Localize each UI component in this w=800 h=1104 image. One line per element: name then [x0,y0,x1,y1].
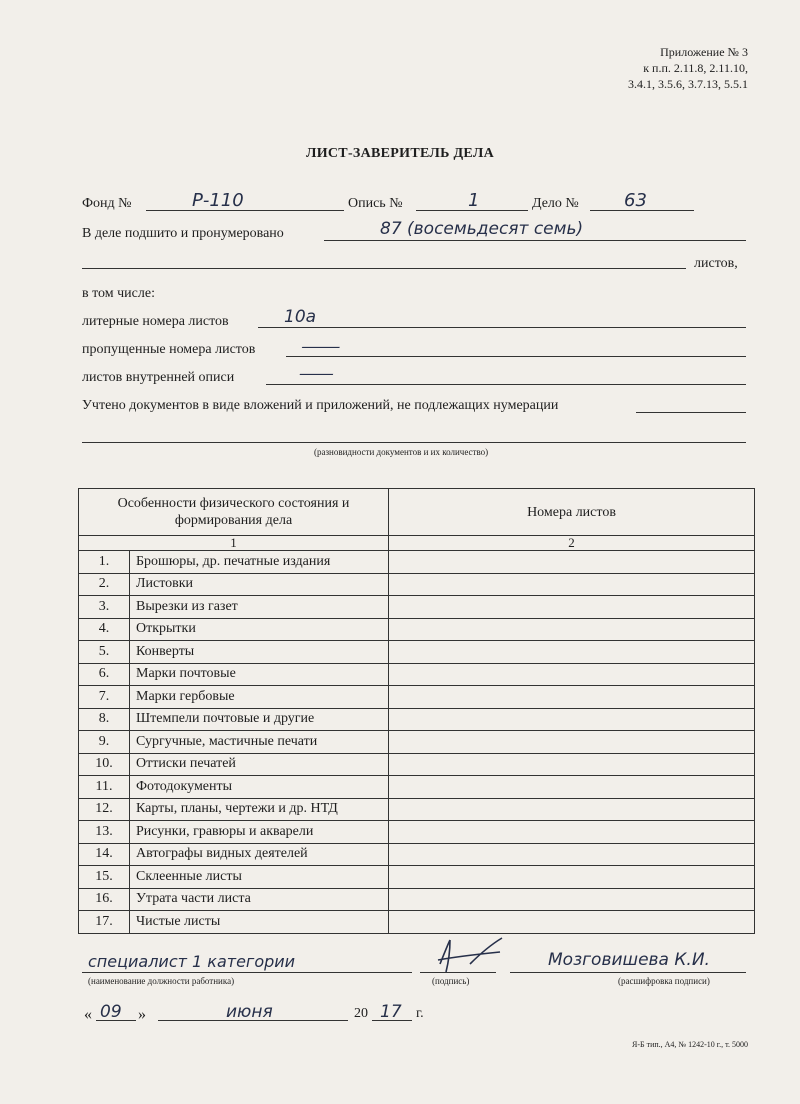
row-number: 10. [79,753,130,776]
physical-state-table [78,488,755,934]
row-sheet-numbers [389,866,755,889]
row-feature-name: Открытки [130,618,389,641]
row-sheet-numbers [389,731,755,754]
sewn-value: 87 (восемьдесят семь) [380,219,584,239]
date-year-suffix: 17 [380,1002,402,1022]
sewn-line [324,240,746,241]
attachments-label: Учтено документов в виде вложений и приложений, не подлежащих нумерации [82,398,559,413]
fond-line [146,210,344,211]
missing-numbers-value: — [300,337,342,356]
sewn-suffix: листов, [694,256,738,271]
delo-label: Дело № [532,196,579,211]
row-sheet-numbers [389,911,755,934]
row-sheet-numbers [389,663,755,686]
table-row [79,843,755,866]
row-sheet-numbers [389,551,755,574]
name-caption: (расшифровка подписи) [618,976,710,986]
row-sheet-numbers [389,708,755,731]
attachments-line-2 [82,442,746,443]
name-line [510,972,746,973]
date-year-prefix: 20 [354,1006,368,1021]
table-row [79,596,755,619]
row-feature-name: Фотодокументы [130,776,389,799]
appendix-line-2: к п.п. 2.11.8, 2.11.10, [643,61,748,75]
attachments-line [636,412,746,413]
table-header-row [79,489,755,536]
row-feature-name: Чистые листы [130,911,389,934]
date-year-mark: г. [416,1006,424,1021]
row-sheet-numbers [389,798,755,821]
row-sheet-numbers [389,821,755,844]
row-number: 5. [79,641,130,664]
attachments-caption: (разновидности документов и их количество) [314,447,489,457]
row-feature-name: Автографы видных деятелей [130,843,389,866]
table-column-numbers-row [79,536,755,551]
row-feature-name: Марки гербовые [130,686,389,709]
appendix-line-3: 3.4.1, 3.5.6, 3.7.13, 5.5.1 [628,77,748,91]
appendix-line-1: Приложение № 3 [660,45,748,59]
opis-label: Опись № [348,196,403,211]
date-open-quote: « [84,1006,92,1023]
row-number: 7. [79,686,130,709]
including-label: в том числе: [82,286,155,301]
row-sheet-numbers [389,843,755,866]
row-feature-name: Штемпели почтовые и другие [130,708,389,731]
position-value: специалист 1 категории [88,952,296,971]
sewn-line-2 [82,268,686,269]
missing-numbers-label: пропущенные номера листов [82,342,256,357]
sewn-label: В деле подшито и пронумеровано [82,226,284,241]
name-value: Мозговишева К.И. [548,950,710,970]
fond-value: Р-110 [192,190,244,211]
row-sheet-numbers [389,573,755,596]
appendix-note [628,44,748,92]
row-feature-name: Рисунки, гравюры и акварели [130,821,389,844]
row-feature-name: Утрата части листа [130,888,389,911]
document-title: ЛИСТ-ЗАВЕРИТЕЛЬ ДЕЛА [305,146,495,161]
fond-label: Фонд № [82,196,132,211]
row-number: 12. [79,798,130,821]
table-header-features: Особенности физического состояния и формирования дела [79,489,389,536]
table-row [79,776,755,799]
inner-inventory-value: — [298,364,335,383]
table-row [79,911,755,934]
row-feature-name: Конверты [130,641,389,664]
letter-numbers-line [258,327,746,328]
row-number: 13. [79,821,130,844]
table-row [79,731,755,754]
row-number: 14. [79,843,130,866]
row-number: 3. [79,596,130,619]
opis-value: 1 [468,190,480,211]
row-feature-name: Сургучные, мастичные печати [130,731,389,754]
delo-value: 63 [624,190,647,211]
table-row [79,618,755,641]
row-number: 8. [79,708,130,731]
signature-mark [430,934,510,978]
row-number: 2. [79,573,130,596]
missing-numbers-line [286,356,746,357]
row-feature-name: Склеенные листы [130,866,389,889]
row-sheet-numbers [389,618,755,641]
row-sheet-numbers [389,888,755,911]
table-row [79,888,755,911]
table-row [79,686,755,709]
table-row [79,753,755,776]
inner-inventory-line [266,384,746,385]
row-sheet-numbers [389,596,755,619]
row-feature-name: Марки почтовые [130,663,389,686]
row-number: 11. [79,776,130,799]
letter-numbers-value: 10а [284,307,317,327]
row-number: 1. [79,551,130,574]
row-number: 9. [79,731,130,754]
row-sheet-numbers [389,776,755,799]
date-month: июня [226,1002,273,1022]
row-number: 6. [79,663,130,686]
row-feature-name: Оттиски печатей [130,753,389,776]
table-header-sheet-numbers: Номера листов [389,489,755,536]
table-row [79,663,755,686]
row-number: 15. [79,866,130,889]
row-number: 4. [79,618,130,641]
position-line [82,972,412,973]
signature-caption: (подпись) [432,976,470,986]
row-feature-name: Листовки [130,573,389,596]
table-row [79,866,755,889]
print-footer: Я-Б тип., А4, № 1242-10 г., т. 5000 [632,1040,748,1049]
table-row [79,551,755,574]
table-row [79,641,755,664]
table-row [79,573,755,596]
inner-inventory-label: листов внутренней описи [82,370,235,385]
date-close-quote: » [138,1006,146,1023]
table-row [79,708,755,731]
table-row [79,821,755,844]
row-sheet-numbers [389,753,755,776]
table-row [79,798,755,821]
row-feature-name: Брошюры, др. печатные издания [130,551,389,574]
position-caption: (наименование должности работника) [88,976,235,986]
row-sheet-numbers [389,641,755,664]
row-sheet-numbers [389,686,755,709]
row-number: 17. [79,911,130,934]
table-column-number-2: 2 [389,536,755,551]
letter-numbers-label: литерные номера листов [82,314,229,329]
row-feature-name: Вырезки из газет [130,596,389,619]
row-feature-name: Карты, планы, чертежи и др. НТД [130,798,389,821]
table-column-number-1: 1 [79,536,389,551]
row-number: 16. [79,888,130,911]
date-day: 09 [100,1002,122,1022]
